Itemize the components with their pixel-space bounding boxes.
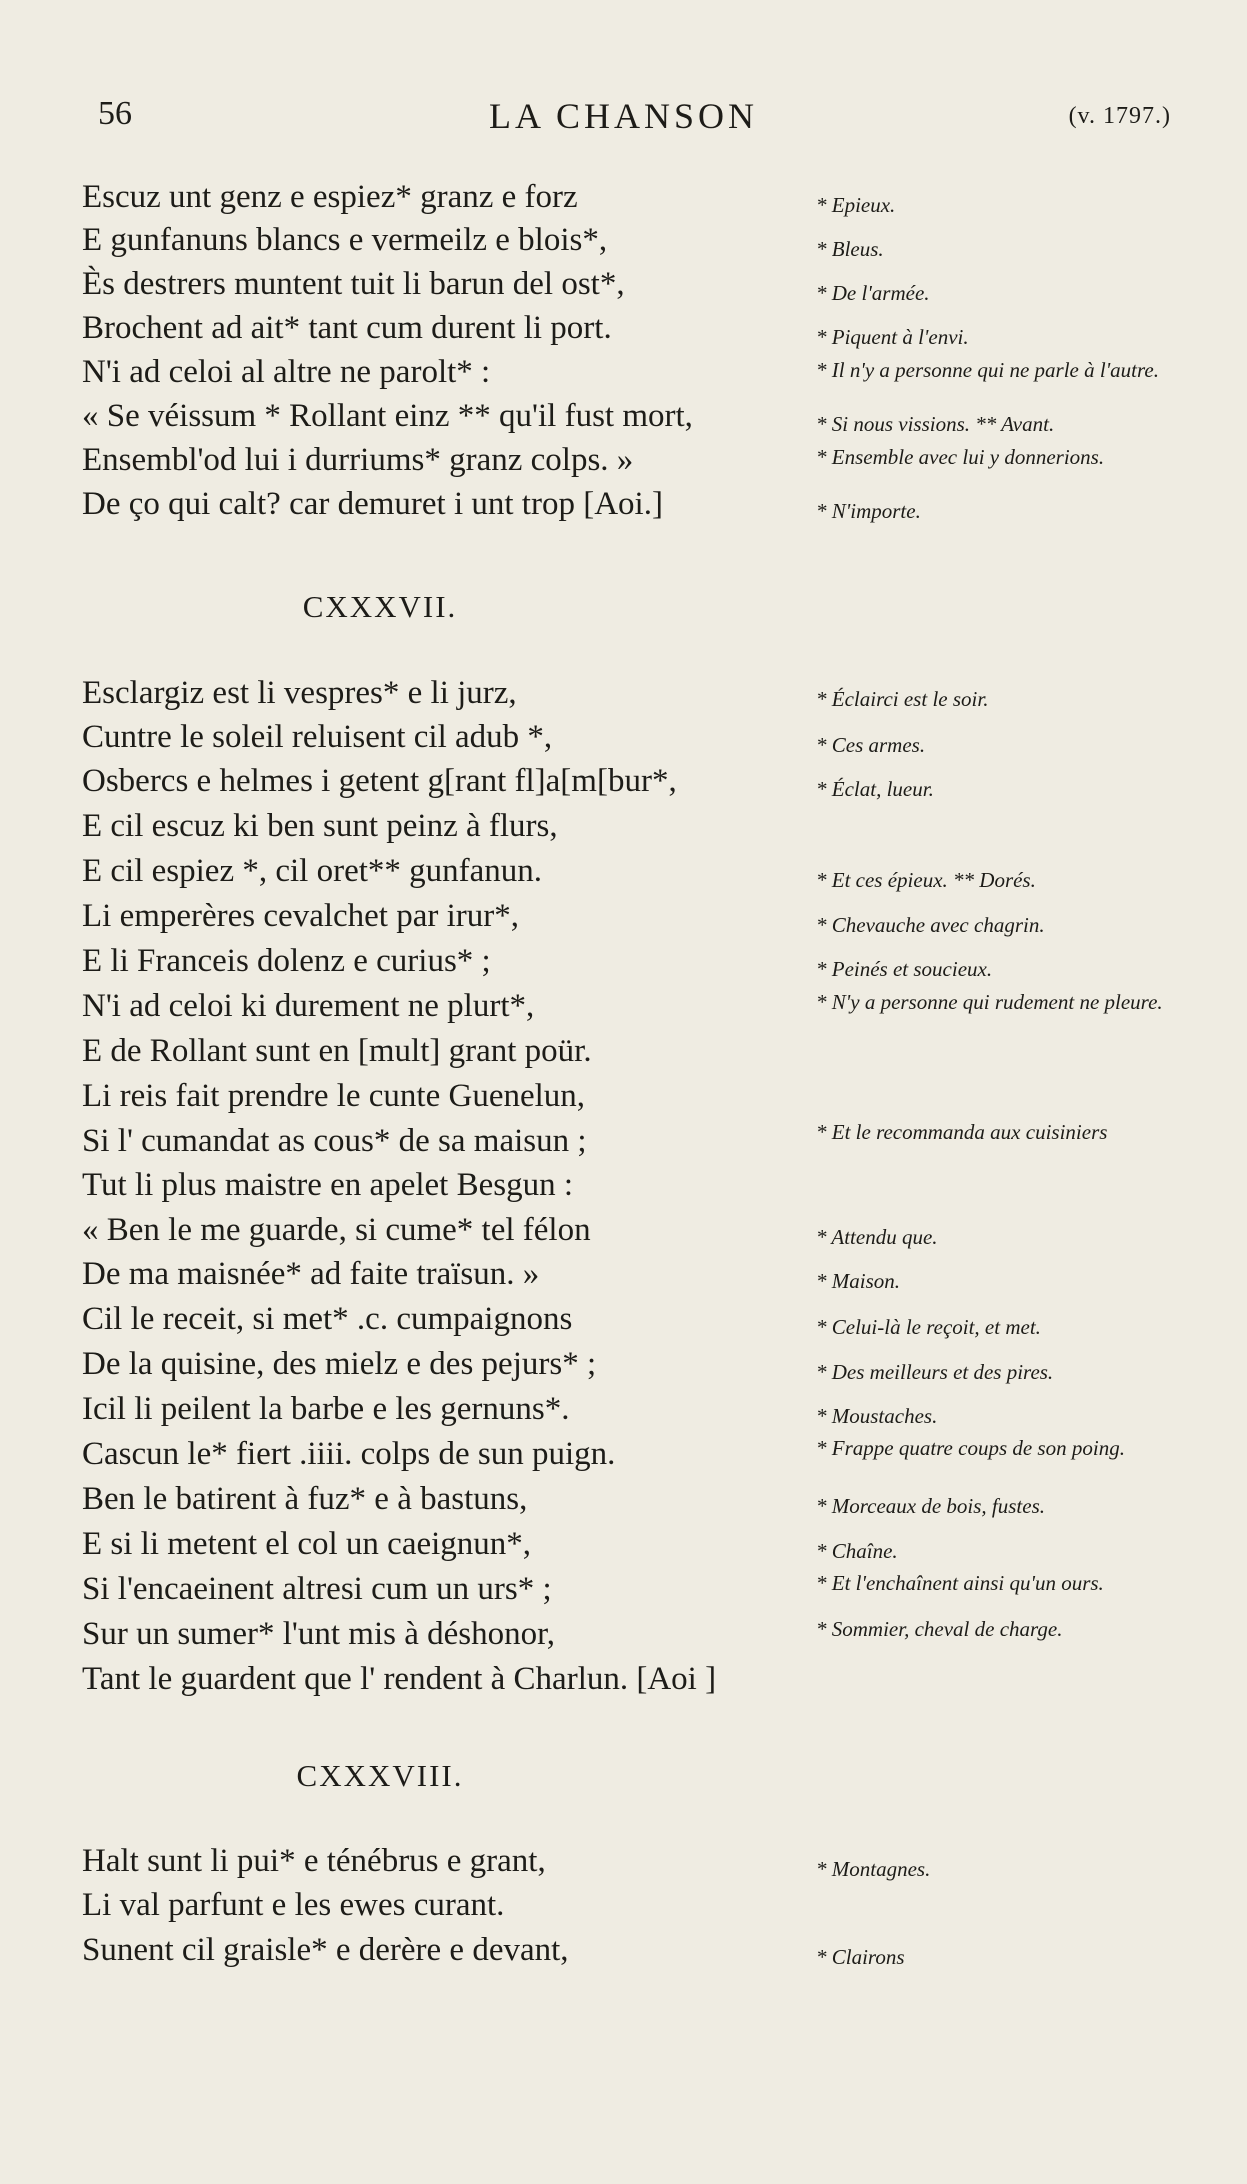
section-heading: CXXXVII.: [302, 589, 458, 624]
gloss-note: * Attendu que.: [816, 1225, 938, 1249]
section-heading: CXXXVIII.: [296, 1758, 464, 1793]
gloss-note: * N'importe.: [816, 499, 921, 523]
gloss-note: * Éclat, lueur.: [816, 777, 934, 801]
gloss-note: * Ces armes.: [816, 733, 926, 757]
verse-line: Tant le guardent que l' rendent à Charlun. [Aoi ]: [82, 1661, 717, 1697]
verse-line: Ben le batirent à fuz* e à bastuns,: [82, 1481, 528, 1517]
verse-line: E cil espiez *, cil oret** gunfanun.: [82, 853, 543, 889]
gloss-note: * Bleus.: [816, 237, 884, 261]
verse-line: Esclargiz est li vespres* e li jurz,: [82, 675, 517, 711]
verse-line: E gunfanuns blancs e vermeilz e blois*,: [82, 222, 608, 258]
verse-line: Li reis fait prendre le cunte Guenelun,: [82, 1078, 586, 1114]
gloss-note: * Et l'enchaînent ainsi qu'un ours.: [816, 1571, 1104, 1595]
verse-line: De ma maisnée* ad faite traïsun. »: [82, 1256, 540, 1292]
gloss-note: * Et le recommanda aux cuisiniers: [816, 1120, 1108, 1144]
verse-line: Sunent cil graisle* e derère e devant,: [82, 1932, 569, 1968]
verse-line: « Se véissum * Rollant einz ** qu'il fust mort,: [82, 398, 693, 434]
verse-reference: (v. 1797.): [1068, 103, 1171, 129]
verse-line: N'i ad celoi al altre ne parolt* :: [82, 354, 491, 390]
gloss-note: * Epieux.: [816, 193, 896, 217]
gloss-note: * Sommier, cheval de charge.: [816, 1617, 1063, 1641]
verse-line: Halt sunt li pui* e ténébrus e grant,: [82, 1843, 546, 1879]
verse-line: E cil escuz ki ben sunt peinz à flurs,: [82, 808, 558, 844]
page-number: 56: [98, 95, 132, 132]
verse-line: Cil le receit, si met* .c. cumpaignons: [82, 1301, 573, 1337]
gloss-note: * Montagnes.: [816, 1857, 931, 1881]
verse-line: Ensembl'od lui i durriums* granz colps. »: [82, 442, 634, 478]
gloss-note: * Clairons: [816, 1945, 905, 1969]
gloss-note: * Maison.: [816, 1269, 900, 1293]
gloss-note: * Il n'y a personne qui ne parle à l'autre.: [816, 358, 1159, 382]
verse-line: Li emperères cevalchet par irur*,: [82, 898, 520, 934]
gloss-note: * Moustaches.: [816, 1404, 938, 1428]
verse-line: De la quisine, des mielz e des pejurs* ;: [82, 1346, 597, 1382]
gloss-note: * Peinés et soucieux.: [816, 957, 993, 981]
verse-line: Cascun le* fiert .iiii. colps de sun puign.: [82, 1436, 616, 1472]
verse-line: N'i ad celoi ki durement ne plurt*,: [82, 988, 535, 1024]
verse-line: « Ben le me guarde, si cume* tel félon: [82, 1212, 591, 1248]
verse-line: Osbercs e helmes i getent g[rant fl]a[m[bur*,: [82, 763, 677, 799]
gloss-note: * Si nous vissions. ** Avant.: [816, 412, 1055, 436]
gloss-note: * Chevauche avec chagrin.: [816, 913, 1045, 937]
gloss-note: * Frappe quatre coups de son poing.: [816, 1436, 1125, 1460]
verse-line: Si l' cumandat as cous* de sa maisun ;: [82, 1123, 587, 1159]
gloss-note: * Chaîne.: [816, 1539, 898, 1563]
verse-line: Brochent ad ait* tant cum durent li port.: [82, 310, 612, 346]
verse-line: Tut li plus maistre en apelet Besgun :: [82, 1167, 573, 1203]
verse-line: Icil li peilent la barbe e les gernuns*.: [82, 1391, 570, 1427]
verse-line: Escuz unt genz e espiez* granz e forz: [82, 179, 578, 215]
verse-line: Cuntre le soleil reluisent cil adub *,: [82, 719, 553, 755]
gloss-note: * Piquent à l'envi.: [816, 325, 969, 349]
verse-line: Ès destrers muntent tuit li barun del ost*,: [82, 266, 625, 302]
gloss-note: * Des meilleurs et des pires.: [816, 1360, 1054, 1384]
gloss-note: * De l'armée.: [816, 281, 930, 305]
gloss-note: * Morceaux de bois, fustes.: [816, 1494, 1046, 1518]
verse-line: E de Rollant sunt en [mult] grant poür.: [82, 1033, 592, 1069]
gloss-note: * Ensemble avec lui y donnerions.: [816, 445, 1105, 469]
gloss-note: * Éclairci est le soir.: [816, 687, 989, 711]
verse-line: Sur un sumer* l'unt mis à déshonor,: [82, 1616, 556, 1652]
verse-line: E li Franceis dolenz e curius* ;: [82, 943, 491, 979]
running-title: LA CHANSON: [488, 96, 759, 136]
gloss-note: * Celui-là le reçoit, et met.: [816, 1315, 1041, 1339]
verse-line: Si l'encaeinent altresi cum un urs* ;: [82, 1571, 552, 1607]
verse-line: E si li metent el col un caeignun*,: [82, 1526, 532, 1562]
verse-line: Li val parfunt e les ewes curant.: [82, 1887, 505, 1923]
page-header: [0, 95, 1247, 145]
gloss-note: * N'y a personne qui rudement ne pleure.: [816, 990, 1163, 1014]
verse-line: De ço qui calt? car demuret i unt trop [Aoi.]: [82, 486, 663, 522]
gloss-note: * Et ces épieux. ** Dorés.: [816, 868, 1036, 892]
